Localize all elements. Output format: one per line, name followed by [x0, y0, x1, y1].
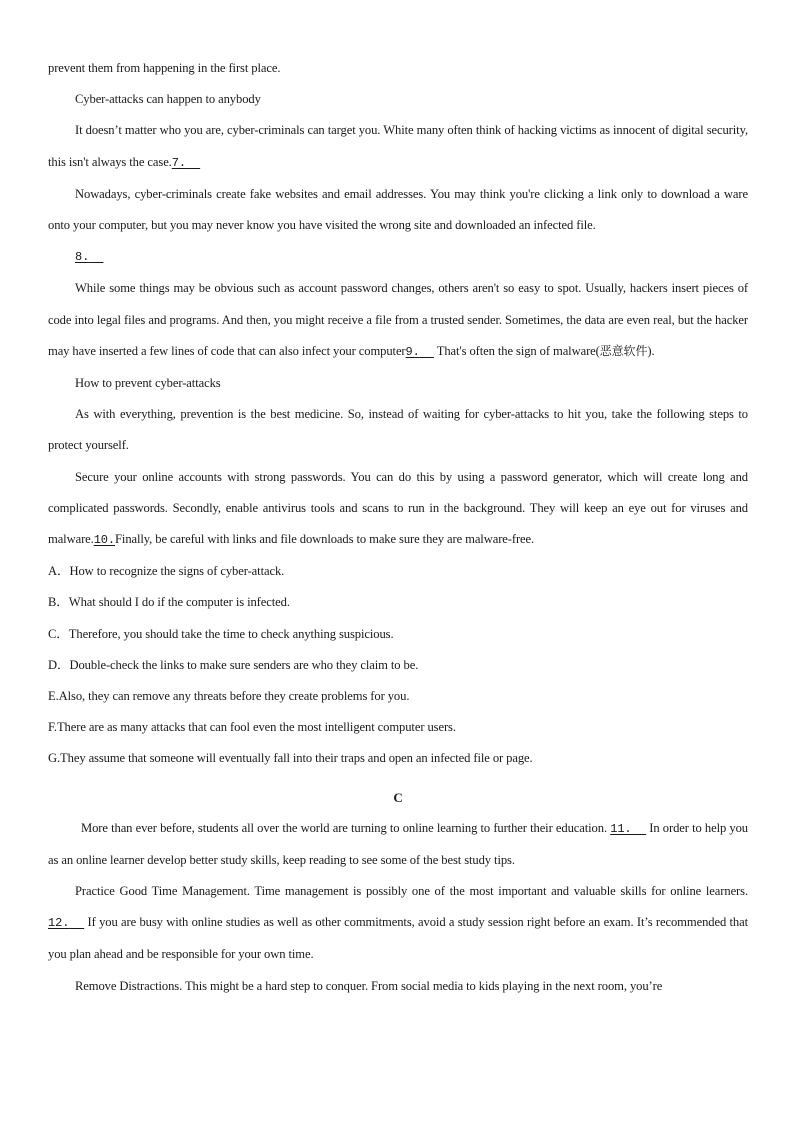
- document-page: [48, 53, 748, 1002]
- blank-11[interactable]: 11.: [610, 821, 632, 836]
- blank-7[interactable]: 7.: [171, 155, 186, 170]
- paragraph-text: While some things may be obvious such as account password changes, others aren't so easy to spot. Usually, hackers insert pieces of code into legal files and programs. And then, you might receive a file from a trusted sender. Sometimes, the data are even real, but the hacker may have inserted a few lines of code that can also infect your computer: [48, 281, 748, 358]
- blank-10[interactable]: 10.: [93, 533, 116, 548]
- subheading-cyber-attacks-anybody: Cyber-attacks can happen to anybody: [75, 92, 261, 107]
- option-g: G.They assume that someone will eventually fall into their traps and open an infected file or page.: [48, 751, 533, 766]
- paragraph-signs: [48, 273, 748, 368]
- blank-9[interactable]: 9.: [405, 344, 420, 359]
- option-d: D．Double-check the links to make sure senders are who they claim to be.: [48, 657, 419, 672]
- paragraph-text-tail: In order to help you as an online learner develop better study skills, keep reading to see some of the best study tips.: [48, 820, 749, 867]
- malware-chinese-term: 恶意软件: [599, 343, 648, 358]
- option-a: A．How to recognize the signs of cyber-attack.: [48, 564, 285, 579]
- paragraph-online-learning: [48, 813, 748, 876]
- option-f: F.There are as many attacks that can fool even the most intelligent computer users.: [48, 720, 456, 735]
- paragraph-blank-8: [48, 241, 748, 273]
- paragraph-prevention: As with everything, prevention is the best medicine. So, instead of waiting for cyber-attacks to hit you, take the following steps to protect yourself.: [48, 407, 748, 453]
- paragraph-time-management: [48, 876, 748, 971]
- paragraph-text-tail: If you are busy with online studies as well as other commitments, avoid a study session right before an exam. It’s recommended that you plan ahead and be responsible for your own time.: [48, 915, 748, 962]
- option-b: B．What should I do if the computer is infected.: [48, 595, 290, 610]
- blank-8[interactable]: 8.: [75, 250, 90, 265]
- paragraph-text: Practice Good Time Management. Time management is possibly one of the most important and valuable skills for online learners.: [75, 884, 748, 899]
- section-c-heading: C: [393, 789, 403, 805]
- paragraph-text-end: ).: [647, 343, 655, 358]
- paragraph-remove-distractions: Remove Distractions. This might be a hard step to conquer. From social media to kids playing in the next room, you’re: [75, 978, 663, 993]
- blank-12[interactable]: 12.: [48, 916, 70, 931]
- subheading-prevent: How to prevent cyber-attacks: [75, 376, 221, 391]
- paragraph-secure-accounts: [48, 462, 748, 557]
- paragraph-text-tail: Finally, be careful with links and file downloads to make sure they are malware-free.: [115, 532, 535, 547]
- option-c: C．Therefore, you should take the time to check anything suspicious.: [48, 626, 394, 641]
- paragraph-text: More than ever before, students all over the world are turning to online learning to further their education.: [81, 820, 611, 835]
- paragraph-text: It doesn’t matter who you are, cyber-criminals can target you. White many often think of hacking victims as innocent of digital security, this isn't always the case.: [48, 123, 748, 169]
- paragraph-anybody: [48, 115, 748, 178]
- option-e: E.Also, they can remove any threats before they create problems for you.: [48, 689, 410, 704]
- paragraph-text: Secure your online accounts with strong passwords. You can do this by using a password generator, which will create long and complicated passwords. Secondly, enable antivirus tools and scans to run in the background. They will keep an eye out for viruses and malware.: [48, 469, 748, 547]
- paragraph-text-tail: That's often the sign of malware(: [433, 343, 600, 358]
- paragraph-intro-tail: prevent them from happening in the first place.: [48, 61, 281, 75]
- paragraph-fake-websites: Nowadays, cyber-criminals create fake websites and email addresses. You may think you're clicking a link only to download a ware onto your computer, but you may never know you have visited the wrong site and downloaded an infected file.: [48, 186, 748, 233]
